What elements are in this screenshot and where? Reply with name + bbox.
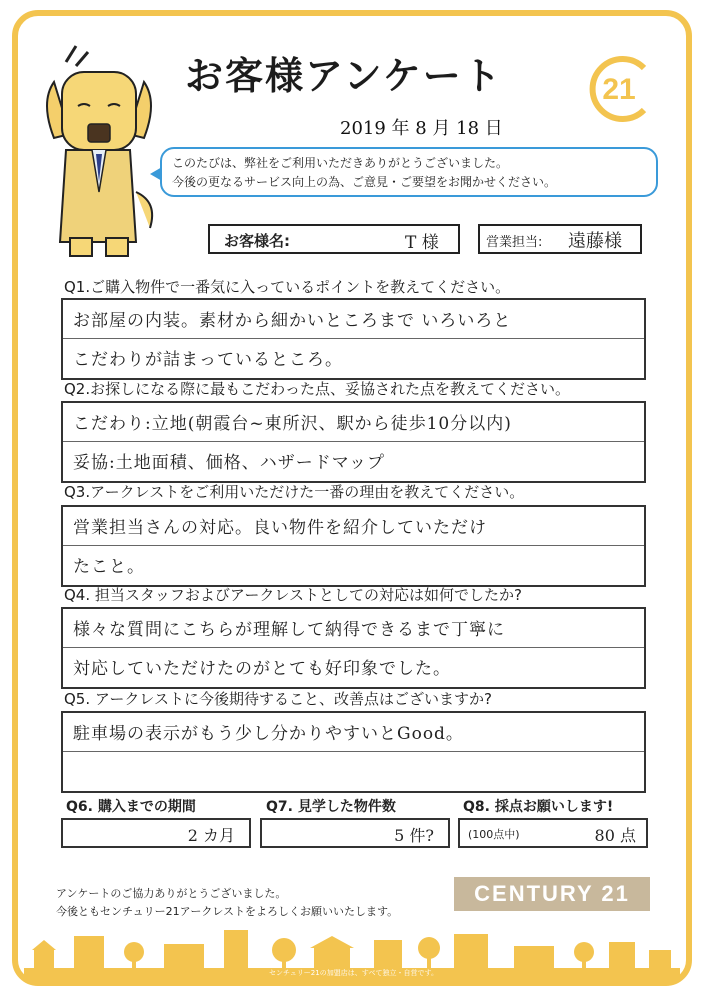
dog-mascot-illustration	[36, 42, 162, 260]
answer-line: お部屋の内装。素材から細かいところまで いろいろと	[63, 300, 644, 339]
question-5: Q5. アークレストに今後期待すること、改善点はございますか?	[64, 690, 492, 708]
answer-line: 妥協:土地面積、価格、ハザードマップ	[73, 453, 386, 473]
answer-line: 営業担当さんの対応。良い物件を紹介していただけ	[63, 507, 644, 546]
franchise-caption: センチュリー21の加盟店は、すべて独立・自営です。	[269, 969, 438, 977]
intro-line-2: 今後の更なるサービス向上の為、ご意見・ご要望をお聞かせください。	[172, 175, 557, 189]
question-7: Q7. 見学した物件数	[266, 799, 396, 815]
sales-staff-value: 遠藤様	[568, 231, 622, 252]
answer-line: こだわり:立地(朝霞台~東所沢、駅から徒歩10分以内)	[63, 403, 644, 442]
sales-staff-box	[478, 224, 642, 254]
answer-line: こだわりが詰まっているところ。	[73, 350, 343, 370]
page-title: お客様アンケート	[185, 54, 503, 98]
logo-number: 21	[602, 73, 636, 106]
intro-speech-bubble	[160, 147, 658, 197]
answer-2-box	[61, 401, 646, 483]
answer-8-box	[458, 818, 648, 848]
answer-5-box	[61, 711, 646, 793]
answer-3-box	[61, 505, 646, 587]
footer-line-1: アンケートのご協力ありがとうございました。	[56, 887, 287, 900]
answer-line	[63, 752, 644, 791]
customer-name-value: T 様	[405, 233, 439, 253]
question-1: Q1.ご購入物件で一番気に入っているポイントを教えてください。	[64, 278, 511, 296]
question-6: Q6. 購入までの期間	[66, 799, 196, 815]
answer-7-box	[260, 818, 450, 848]
question-3: Q3.アークレストをご利用いただけた一番の理由を教えてください。	[64, 483, 525, 501]
answer-line: 対応していただけたのがとても好印象でした。	[73, 659, 451, 679]
score-value: 80 点	[594, 826, 636, 845]
footer-message	[56, 885, 398, 921]
answer-line: 様々な質問にこちらが理解して納得できるまで丁寧に	[63, 609, 644, 648]
answer-4-box	[61, 607, 646, 689]
question-2: Q2.お探しになる際に最もこだわった点、妥協された点を教えてください。	[64, 380, 570, 398]
century21-brand-banner: CENTURY 21	[454, 877, 650, 911]
footer-line-2: 今後ともセンチュリー21アークレストをよろしくお願いいたします。	[56, 905, 399, 918]
customer-name-label: お客様名:	[224, 232, 290, 250]
intro-line-1: このたびは、弊社をご利用いただきありがとうございました。	[172, 156, 509, 170]
answer-1-box	[61, 298, 646, 380]
customer-name-box	[208, 224, 460, 254]
answer-line: たこと。	[73, 557, 145, 577]
answer-6-box	[61, 818, 251, 848]
question-4: Q4. 担当スタッフおよびアークレストとしての対応は如何でしたか?	[64, 586, 522, 604]
score-note: (100点中)	[468, 828, 520, 841]
purchase-period-value: 2 カ月	[187, 826, 235, 845]
question-8: Q8. 採点お願いします!	[463, 799, 614, 815]
sales-staff-label: 営業担当:	[486, 235, 543, 250]
answer-line: 駐車場の表示がもう少し分かりやすいとGood。	[63, 713, 644, 752]
survey-date: 2019 年 8 月 18 日	[340, 118, 503, 139]
century21-logo	[582, 52, 656, 126]
viewed-properties-value: 5 件?	[394, 826, 434, 845]
